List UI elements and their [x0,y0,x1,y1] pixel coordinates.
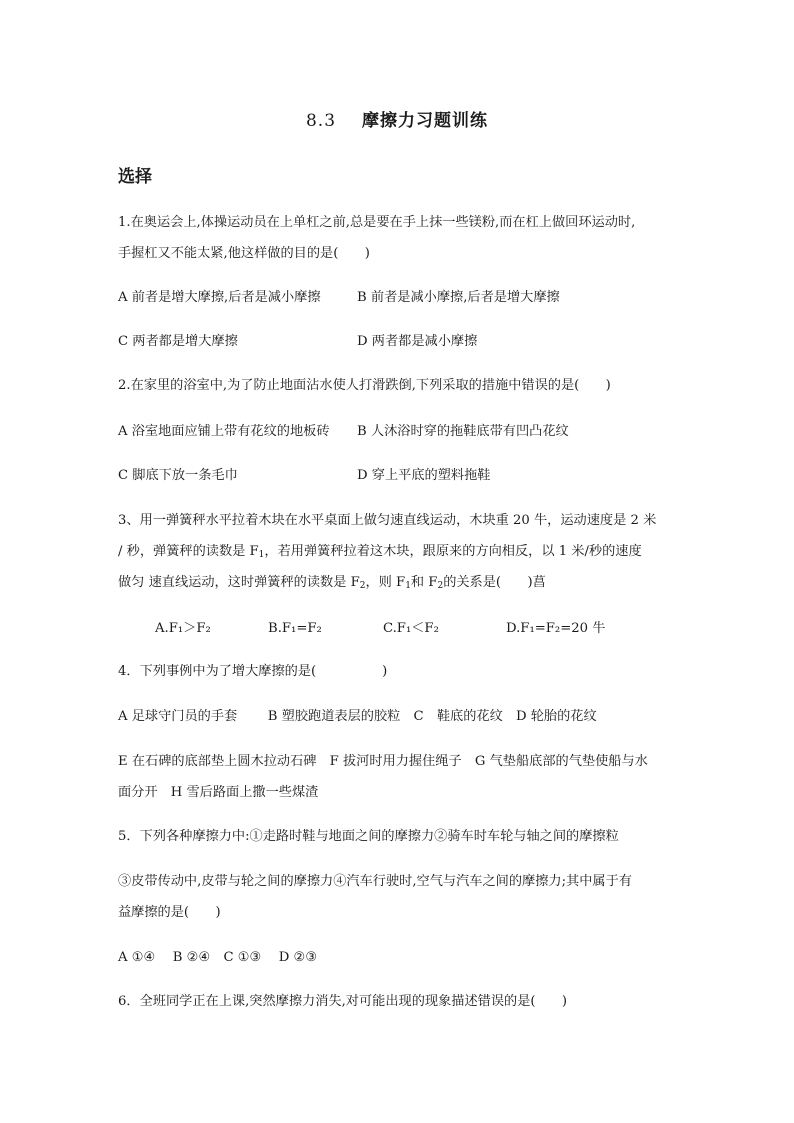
q5-line3: 益摩擦的是( ) [118,905,221,920]
q3-line1: 3、用一弹簧秤水平拉着木块在水平桌面上做匀速直线运动，木块重 20 牛，运动速度是 2 米 [118,513,657,528]
q4-line4: 面分开 H 雪后路面上撒一些煤渣 [118,785,319,800]
q4-line1: 4．下列事例中为了增大摩擦的是( ) [118,664,388,679]
q3-option-a: A.F₁＞F₂ [155,621,211,636]
q4-line2: A 足球守门员的手套 B 塑胶跑道表层的胶粒 C 鞋底的花纹 D 轮胎的花纹 [118,709,597,724]
q1-option-b: B 前者是减小摩擦,后者是增大摩擦 [357,290,560,305]
q3-option-b: B.F₁=F₂ [268,621,322,636]
q3-option-c: C.F₁＜F₂ [383,621,439,636]
section-heading: 选择 [118,167,152,187]
title-text: 摩擦力习题训练 [362,111,489,131]
q2-line1: 2.在家里的浴室中,为了防止地面沾水使人打滑跌倒,下列采取的措施中错误的是( ) [118,378,611,393]
q6-line1: 6．全班同学正在上课,突然摩擦力消失,对可能出现的现象描述错误的是( ) [118,994,568,1009]
q1-option-a: A 前者是增大摩擦,后者是减小摩擦 [118,290,321,305]
q3-line3: 做匀 速直线运动，这时弹簧秤的读数是 $F_2$，则 $F_1$和 $F_2$的关系是( )菖 [118,575,546,591]
q5-line1: 5．下列各种摩擦力中:①走路时鞋与地面之间的摩擦力②骑车时车轮与轴之间的摩擦粒 [118,829,619,844]
page-title [0,106,794,131]
q5-line2: ③皮带传动中,皮带与轮之间的摩擦力④汽车行驶时,空气与汽车之间的摩擦力;其中属于有 [118,874,632,889]
q4-line3: E 在石碑的底部垫上圆木拉动石碑 F 拔河时用力握住绳子 G 气垫船底部的气垫使船与水 [118,754,648,769]
q5-line4: A ①④ B ②④ C ①③ D ②③ [118,950,318,965]
q3-line2: / 秒，弹簧秤的读数是 $F_1$，若用弹簧秤拉着这木块，跟原来的方向相反，以 1 米/秒的速度 [118,544,642,560]
q2-option-d: D 穿上平底的塑料拖鞋 [357,468,491,483]
q1-option-c: C 两者都是增大摩擦 [118,334,238,349]
q2-option-b: B 人沐浴时穿的拖鞋底带有凹凸花纹 [357,424,569,439]
title-number: 8.3 [305,111,337,131]
q2-option-a: A 浴室地面应铺上带有花纹的地板砖 [118,424,330,439]
q3-option-d: D.F₁=F₂=20 牛 [506,621,606,636]
q1-line1: 1.在奥运会上,体操运动员在上单杠之前,总是要在手上抹一些镁粉,而在杠上做回环运动时, [118,215,636,230]
q1-line2: 手握杠又不能太紧,他这样做的目的是( ) [118,246,370,261]
q1-option-d: D 两者都是减小摩擦 [357,334,478,349]
q2-option-c: C 脚底下放一条毛巾 [118,468,238,483]
